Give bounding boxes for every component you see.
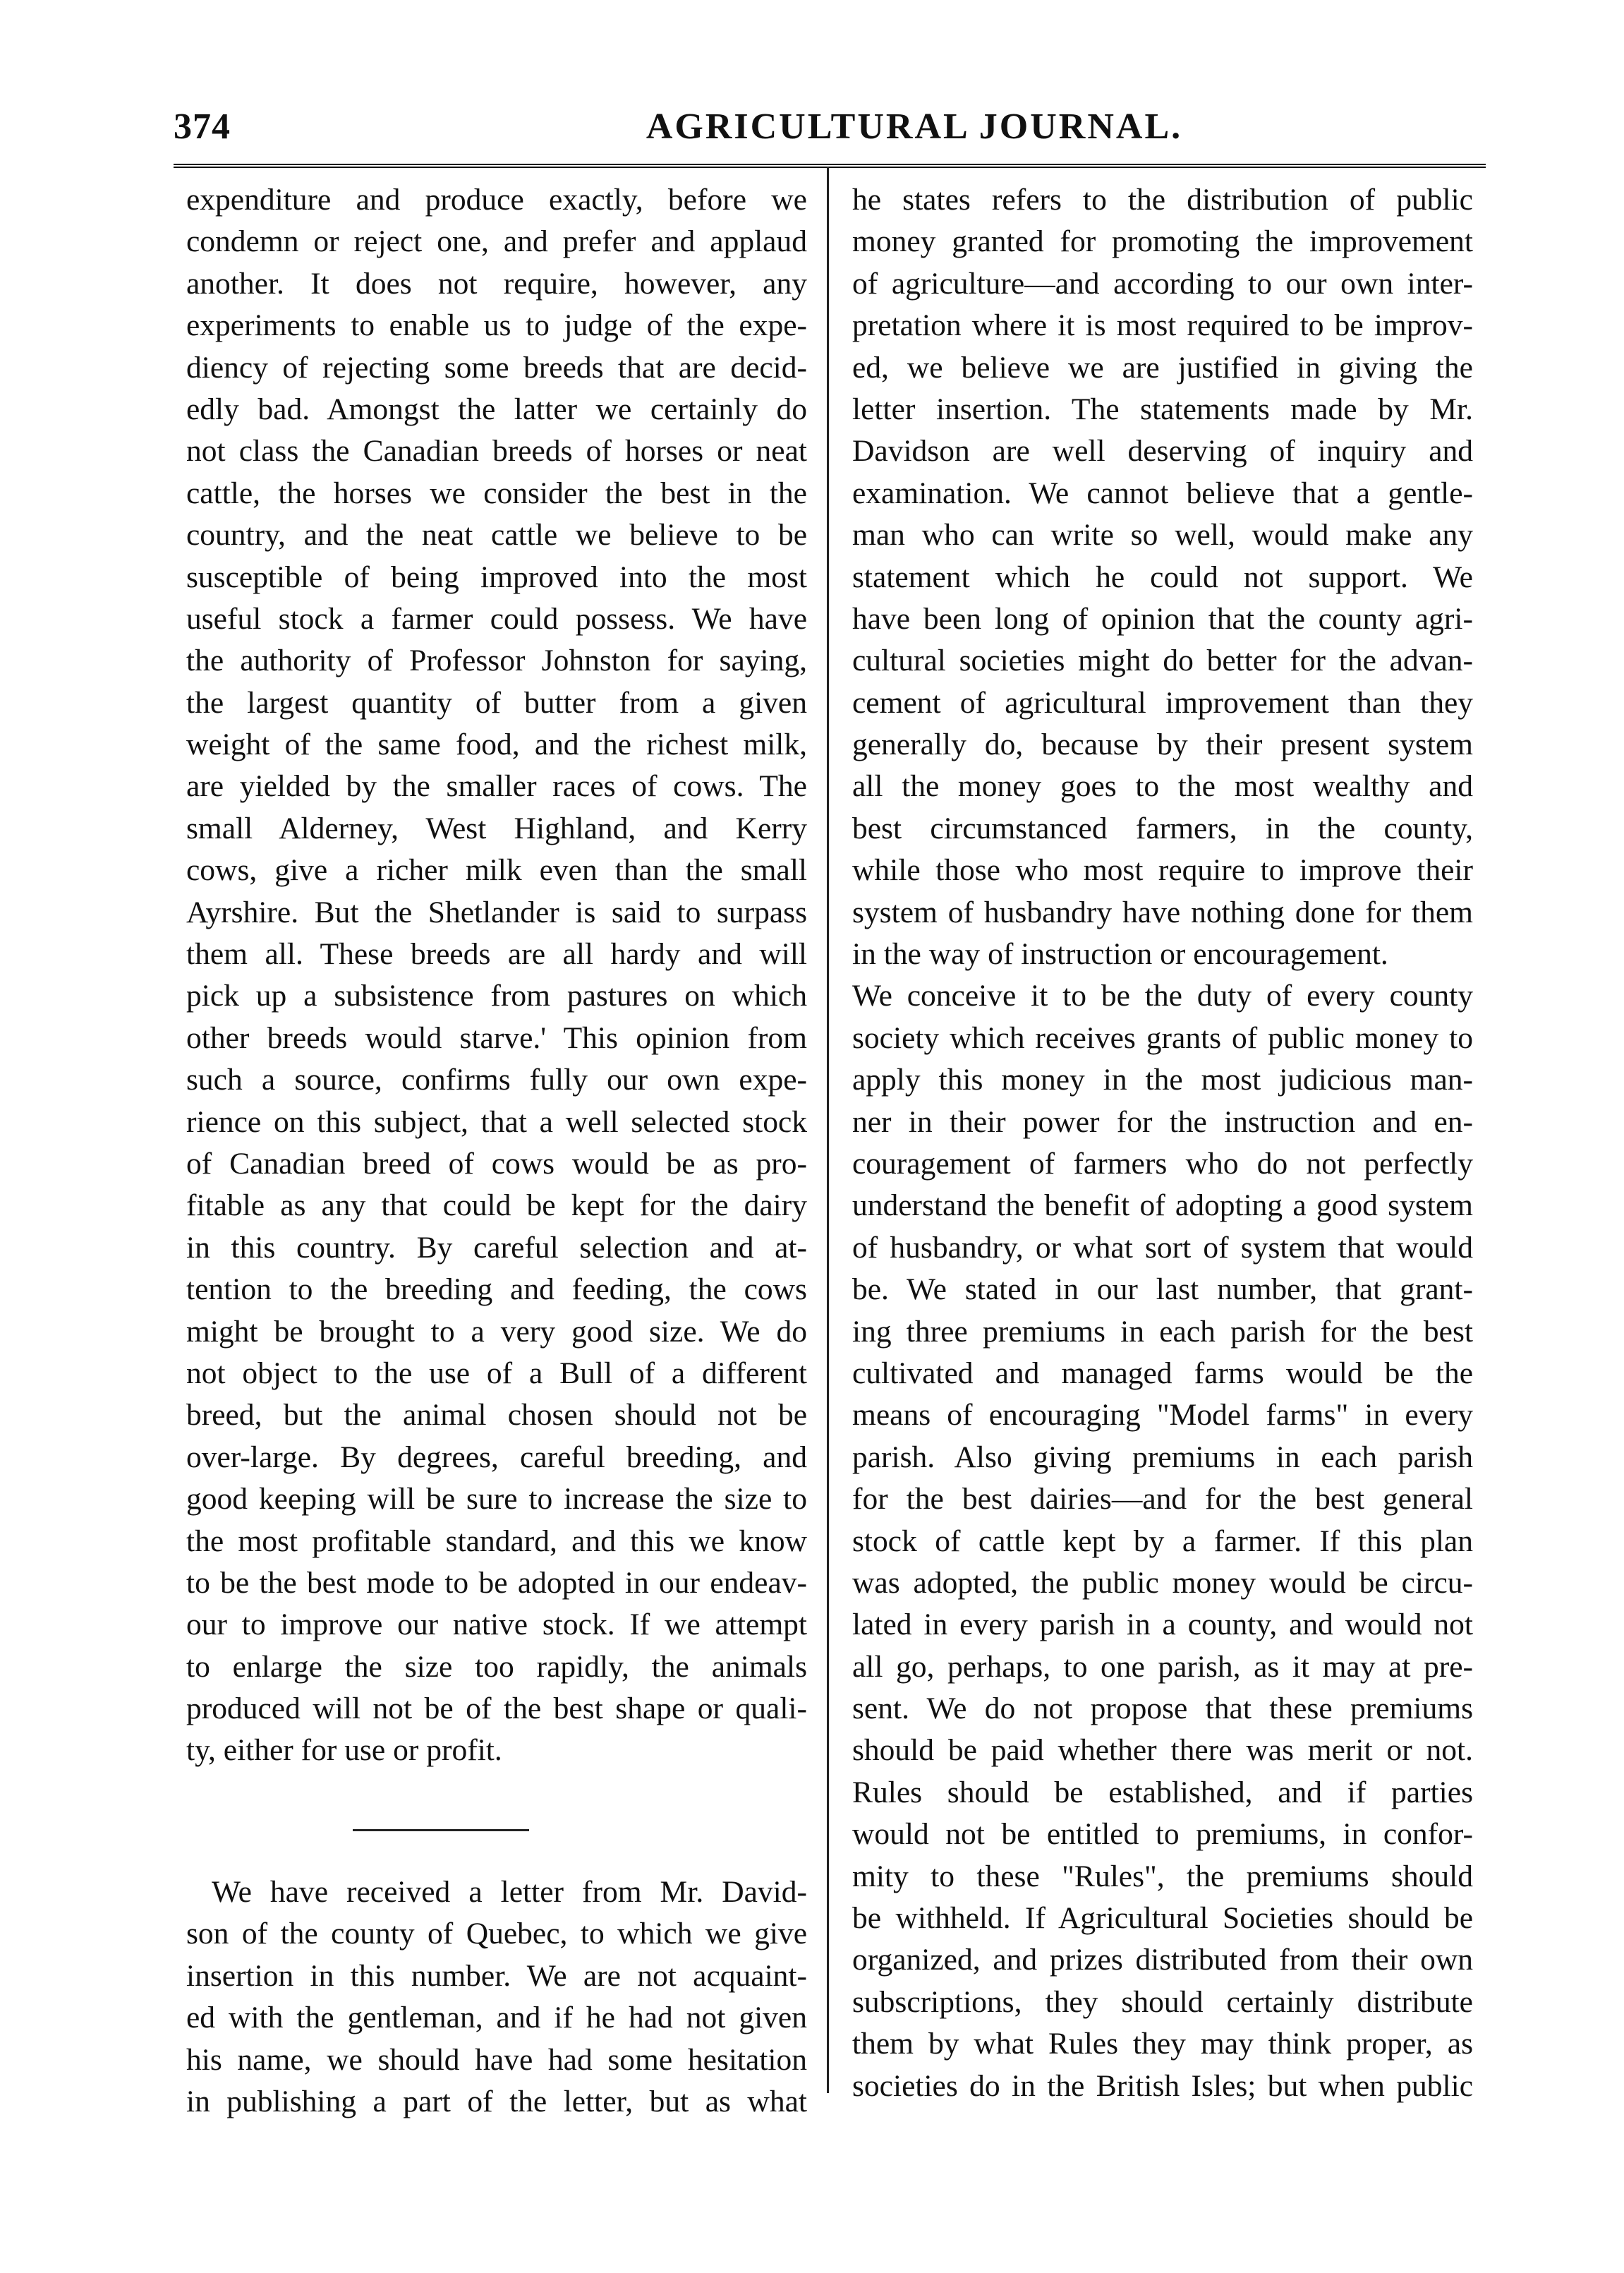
text-line: experiments to enable us to judge of the expe- (186, 308, 807, 343)
text-line: pretation where it is most required to be improv- (852, 308, 1473, 343)
text-line: was adopted, the public money would be circu- (852, 1565, 1473, 1600)
text-line: small Alderney, West Highland, and Kerry (186, 811, 807, 845)
text-line: money granted for promoting the improvement (852, 224, 1473, 259)
page-number: 374 (174, 107, 231, 147)
text-line: parish. Also giving premiums in each parish (852, 1440, 1473, 1474)
text-line: expenditure and produce exactly, before we (186, 183, 807, 217)
text-line: useful stock a farmer could possess. We have (186, 601, 807, 636)
text-line: all go, perhaps, to one parish, as it may at pre- (852, 1649, 1473, 1684)
text-line: in this country. By careful selection and at- (186, 1230, 807, 1265)
text-line: are yielded by the smaller races of cows. The (186, 769, 807, 804)
text-line: his name, we should have had some hesitation (186, 2042, 807, 2077)
text-line: to enlarge the size too rapidly, the animals (186, 1649, 807, 1684)
text-line: tention to the breeding and feeding, the cows (186, 1272, 807, 1307)
text-line: over-large. By degrees, careful breeding, and (186, 1440, 807, 1474)
text-line: couragement of farmers who do not perfectly (852, 1146, 1473, 1181)
text-line: might be brought to a very good size. We do (186, 1314, 807, 1349)
text-line: cultural societies might do better for the advan- (852, 644, 1473, 678)
text-line: another. It does not require, however, any (186, 266, 807, 301)
text-line: society which receives grants of public money to (852, 1020, 1473, 1055)
text-line: the authority of Professor Johnston for saying, (186, 644, 807, 678)
text-line: generally do, because by their present system (852, 728, 1473, 762)
text-line: stock of cattle kept by a farmer. If this plan (852, 1524, 1473, 1558)
text-line: son of the county of Quebec, to which we give (186, 1917, 807, 1951)
left-column (186, 179, 807, 1772)
text-line: have been long of opinion that the county agri- (852, 601, 1473, 636)
text-line: edly bad. Amongst the latter we certainly do (186, 392, 807, 426)
text-line: cattle, the horses we consider the best in the (186, 476, 807, 510)
text-line: cultivated and managed farms would be the (852, 1356, 1473, 1390)
text-line: We have received a letter from Mr. David- (212, 1875, 807, 1909)
text-line: means of encouraging "Model farms" in every (852, 1398, 1473, 1433)
right-column (852, 179, 1473, 2107)
text-line: weight of the same food, and the richest milk, (186, 728, 807, 762)
text-line: fitable as any that could be kept for the dairy (186, 1188, 807, 1223)
text-line: would not be entitled to premiums, in confor- (852, 1817, 1473, 1852)
text-line: other breeds would starve.' This opinion from (186, 1020, 807, 1055)
text-line: good keeping will be sure to increase the size to (186, 1482, 807, 1517)
text-line: Davidson are well deserving of inquiry and (852, 434, 1473, 469)
text-line: Ayrshire. But the Shetlander is said to surpass (186, 895, 807, 929)
text-line: ed, we believe we are justified in giving the (852, 350, 1473, 385)
text-line: mity to these "Rules", the premiums should (852, 1859, 1473, 1893)
text-line: statement which he could not support. We (852, 560, 1473, 594)
letter-paragraph (186, 1871, 807, 2123)
text-line: ed with the gentleman, and if he had not given (186, 2001, 807, 2035)
text-line: in publishing a part of the letter, but as what (186, 2084, 807, 2118)
section-divider-rule (353, 1829, 529, 1831)
text-line: for the best dairies—and for the best general (852, 1482, 1473, 1517)
text-line: system of husbandry have nothing done for them (852, 895, 1473, 929)
text-line: susceptible of being improved into the most (186, 560, 807, 594)
text-line: be withheld. If Agricultural Societies should be (852, 1901, 1473, 1936)
text-line: cement of agricultural improvement than they (852, 685, 1473, 720)
text-line: country, and the neat cattle we believe to be (186, 518, 807, 553)
text-line: the most profitable standard, and this we know (186, 1524, 807, 1558)
text-line: not class the Canadian breeds of horses or neat (186, 434, 807, 469)
text-line: condemn or reject one, and prefer and applaud (186, 224, 807, 259)
text-line: our to improve our native stock. If we attempt (186, 1608, 807, 1642)
text-line: cows, give a richer milk even than the small (186, 853, 807, 888)
text-line: of Canadian breed of cows would be as pro- (186, 1146, 807, 1181)
column-divider (827, 167, 829, 2093)
page-header (174, 106, 1486, 155)
text-line: letter insertion. The statements made by Mr. (852, 392, 1473, 426)
text-line: to be the best mode to be adopted in our endeav- (186, 1565, 807, 1600)
text-line: sent. We do not propose that these premiums (852, 1692, 1473, 1726)
text-line: pick up a subsistence from pastures on which (186, 979, 807, 1013)
text-line: not object to the use of a Bull of a different (186, 1356, 807, 1390)
text-line: produced will not be of the best shape or quali- (186, 1692, 807, 1726)
text-line: them by what Rules they may think proper, as (852, 2027, 1473, 2061)
text-line: be. We stated in our last number, that grant- (852, 1272, 1473, 1307)
text-line: best circumstanced farmers, in the county, (852, 811, 1473, 845)
text-line: them all. These breeds are all hardy and will (186, 937, 807, 972)
text-line: Rules should be established, and if parties (852, 1775, 1473, 1809)
text-line: of agriculture—and according to our own inter- (852, 266, 1473, 301)
text-line: We conceive it to be the duty of every county (852, 979, 1473, 1013)
text-line: all the money goes to the most wealthy and (852, 769, 1473, 804)
text-line: he states refers to the distribution of public (852, 183, 1473, 217)
text-line: ty, either for use or profit. (186, 1733, 502, 1768)
running-head: AGRICULTURAL JOURNAL. (646, 107, 1183, 147)
text-line: should be paid whether there was merit or not. (852, 1733, 1473, 1768)
text-line: breed, but the animal chosen should not be (186, 1398, 807, 1433)
text-line: understand the benefit of adopting a good system (852, 1188, 1473, 1223)
text-line: societies do in the British Isles; but when public (852, 2068, 1473, 2103)
text-line: ner in their power for the instruction and en- (852, 1104, 1473, 1139)
text-line: in the way of instruction or encouragement. (852, 937, 1388, 972)
text-line: examination. We cannot believe that a gentle- (852, 476, 1473, 510)
header-rule (174, 164, 1486, 168)
text-line: such a source, confirms fully our own expe- (186, 1063, 807, 1097)
text-line: subscriptions, they should certainly distribute (852, 1984, 1473, 2019)
text-line: man who can write so well, would make any (852, 518, 1473, 553)
text-line: ing three premiums in each parish for the best (852, 1314, 1473, 1349)
text-line: of husbandry, or what sort of system that would (852, 1230, 1473, 1265)
text-line: lated in every parish in a county, and would not (852, 1608, 1473, 1642)
text-line: apply this money in the most judicious man- (852, 1063, 1473, 1097)
text-line: insertion in this number. We are not acquaint- (186, 1958, 807, 1993)
text-line: the largest quantity of butter from a given (186, 685, 807, 720)
text-line: organized, and prizes distributed from their own (852, 1943, 1473, 1977)
text-line: diency of rejecting some breeds that are decid- (186, 350, 807, 385)
text-line: while those who most require to improve their (852, 853, 1473, 888)
text-line: rience on this subject, that a well selected stock (186, 1104, 807, 1139)
